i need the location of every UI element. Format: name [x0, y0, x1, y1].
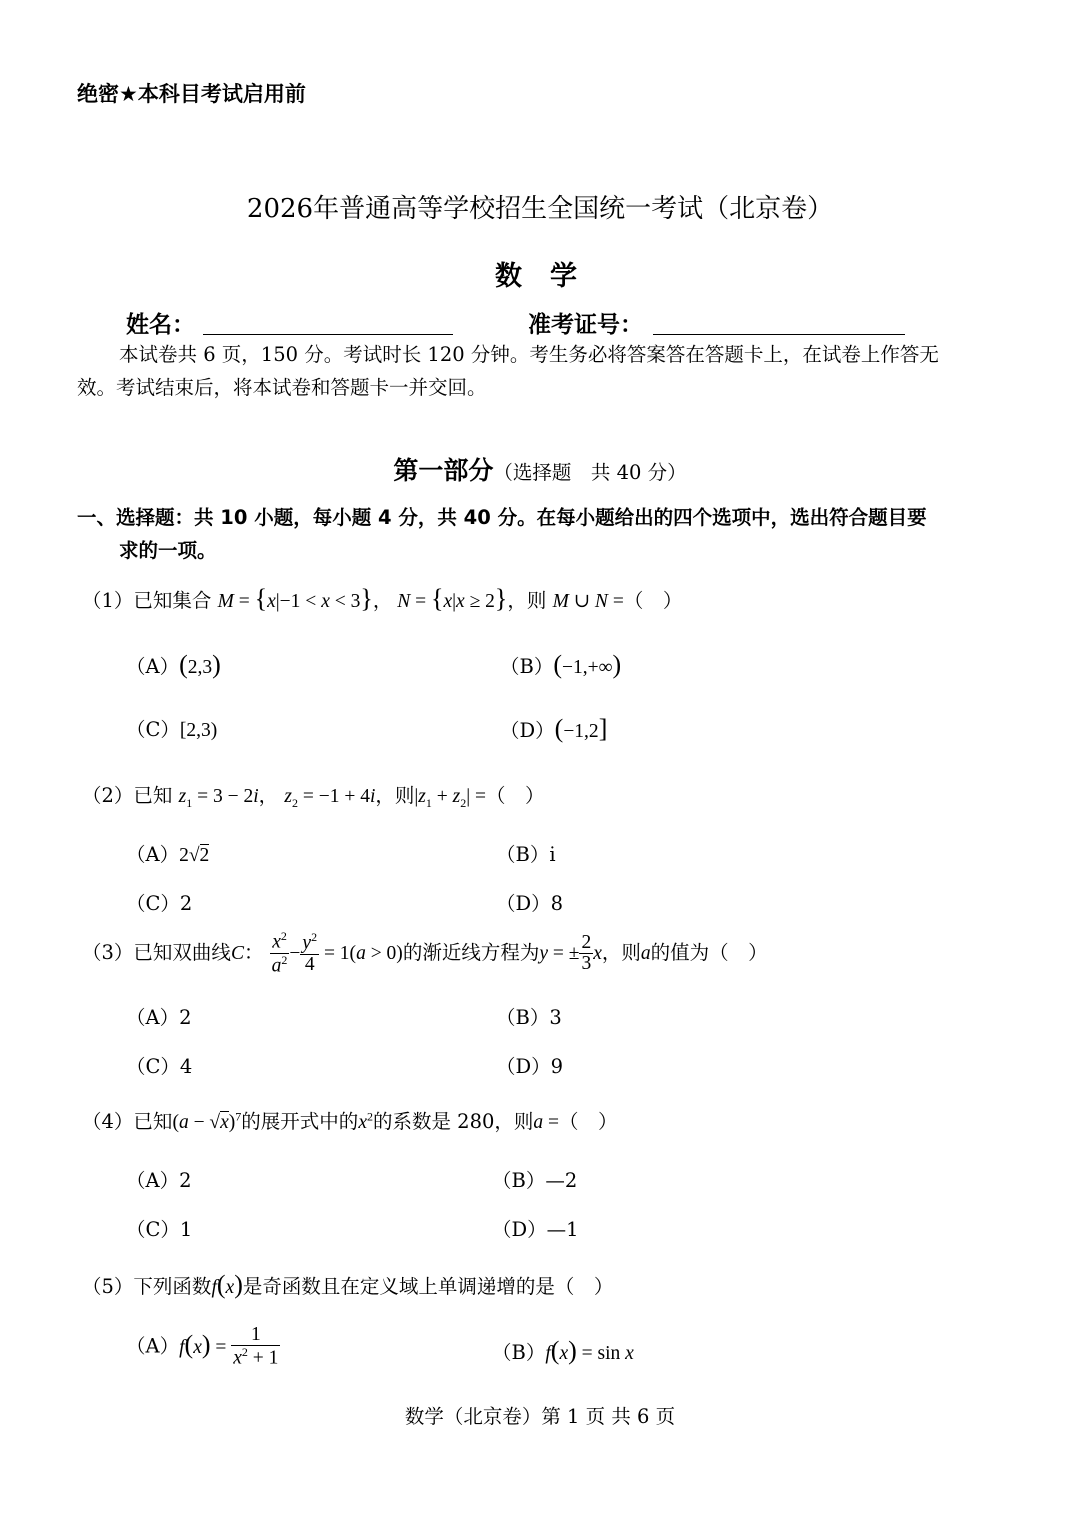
instructions-line-2: 效。考试结束后，将本试卷和答题卡一并交回。	[77, 376, 487, 399]
id-field[interactable]	[653, 334, 905, 335]
instructions-line-1: 本试卷共 6 页，150 分。考试时长 120 分钟。考生务必将答案答在答题卡上，在试卷上作答无	[119, 343, 939, 366]
part-heading	[0, 451, 1080, 487]
id-label: 准考证号：	[528, 312, 643, 338]
q4-option-b[interactable]: （B）—2	[492, 1169, 578, 1192]
question-1: （1）已知集合 M = {x|−1 < x < 3}， N = {x|x ≥ 2}，则 M ∪ N =（ ）	[82, 584, 683, 613]
q2-option-c[interactable]: （C）2	[126, 892, 193, 915]
q5-option-a[interactable]: （A）f(x) = $\frac{1}{x^2 + 1}$	[126, 1324, 279, 1369]
part-subtitle: （选择题 共 40 分）	[493, 461, 687, 484]
question-5: （5）下列函数f(x)是奇函数且在定义域上单调递增的是（ ）	[82, 1270, 614, 1299]
section-heading-line-1: 一、选择题：共 10 小题，每小题 4 分，共 40 分。在每小题给出的四个选项中，选出符合题目要	[77, 506, 927, 529]
question-3: （3）已知双曲线C： $\frac{x^2}{a^2}$ − $\frac{y^2}{4}$ = 1(a > 0)的渐近线方程为y = ± $\frac{2}{3}$ x，则a的值为（ ）	[82, 929, 768, 977]
subject-title: 数学	[495, 261, 605, 292]
name-label: 姓名：	[126, 312, 195, 338]
q1-option-b[interactable]: （B）(−1,+∞)	[500, 650, 622, 679]
name-field[interactable]	[203, 334, 453, 335]
page-footer: 数学（北京卷）第 1 页 共 6 页	[404, 1405, 676, 1428]
q2-option-b[interactable]: （B）i	[496, 843, 556, 866]
question-4: （4）已知$(a - √x)^7$的展开式中的$x^2$的系数是 280，则a =（ ）	[82, 1109, 618, 1133]
q2-option-a[interactable]: （A）2√2	[126, 843, 210, 866]
q2-option-d[interactable]: （D）8	[496, 892, 564, 915]
q4-option-a[interactable]: （A）2	[126, 1169, 192, 1192]
q1-option-c[interactable]: （C）[2,3)	[126, 718, 218, 741]
part-title: 第一部分	[393, 456, 494, 485]
q5-option-b[interactable]: （B）f(x) = sin x	[492, 1336, 634, 1365]
section-heading-line-2: 求的一项。	[119, 539, 217, 562]
exam-title: 2026年普通高等学校招生全国统一考试（北京卷）	[246, 194, 834, 224]
q1-option-a[interactable]: （A）(2,3)	[126, 650, 221, 679]
q3-option-b[interactable]: （B）3	[496, 1006, 562, 1029]
q4-option-c[interactable]: （C）1	[126, 1218, 193, 1241]
q3-option-a[interactable]: （A）2	[126, 1006, 192, 1029]
q3-option-d[interactable]: （D）9	[496, 1055, 564, 1078]
q4-option-d[interactable]: （D）—1	[492, 1218, 579, 1241]
confidential-header: 绝密★本科目考试启用前	[77, 82, 306, 106]
q1-option-d[interactable]: （D）(−1,2]	[500, 714, 608, 743]
question-2: （2）已知 $z_1 = 3 - 2i$， $z_2 = -1 + 4i$，则$|z_1 + z_2|$ =（ ）	[82, 784, 545, 810]
q3-option-c[interactable]: （C）4	[126, 1055, 193, 1078]
